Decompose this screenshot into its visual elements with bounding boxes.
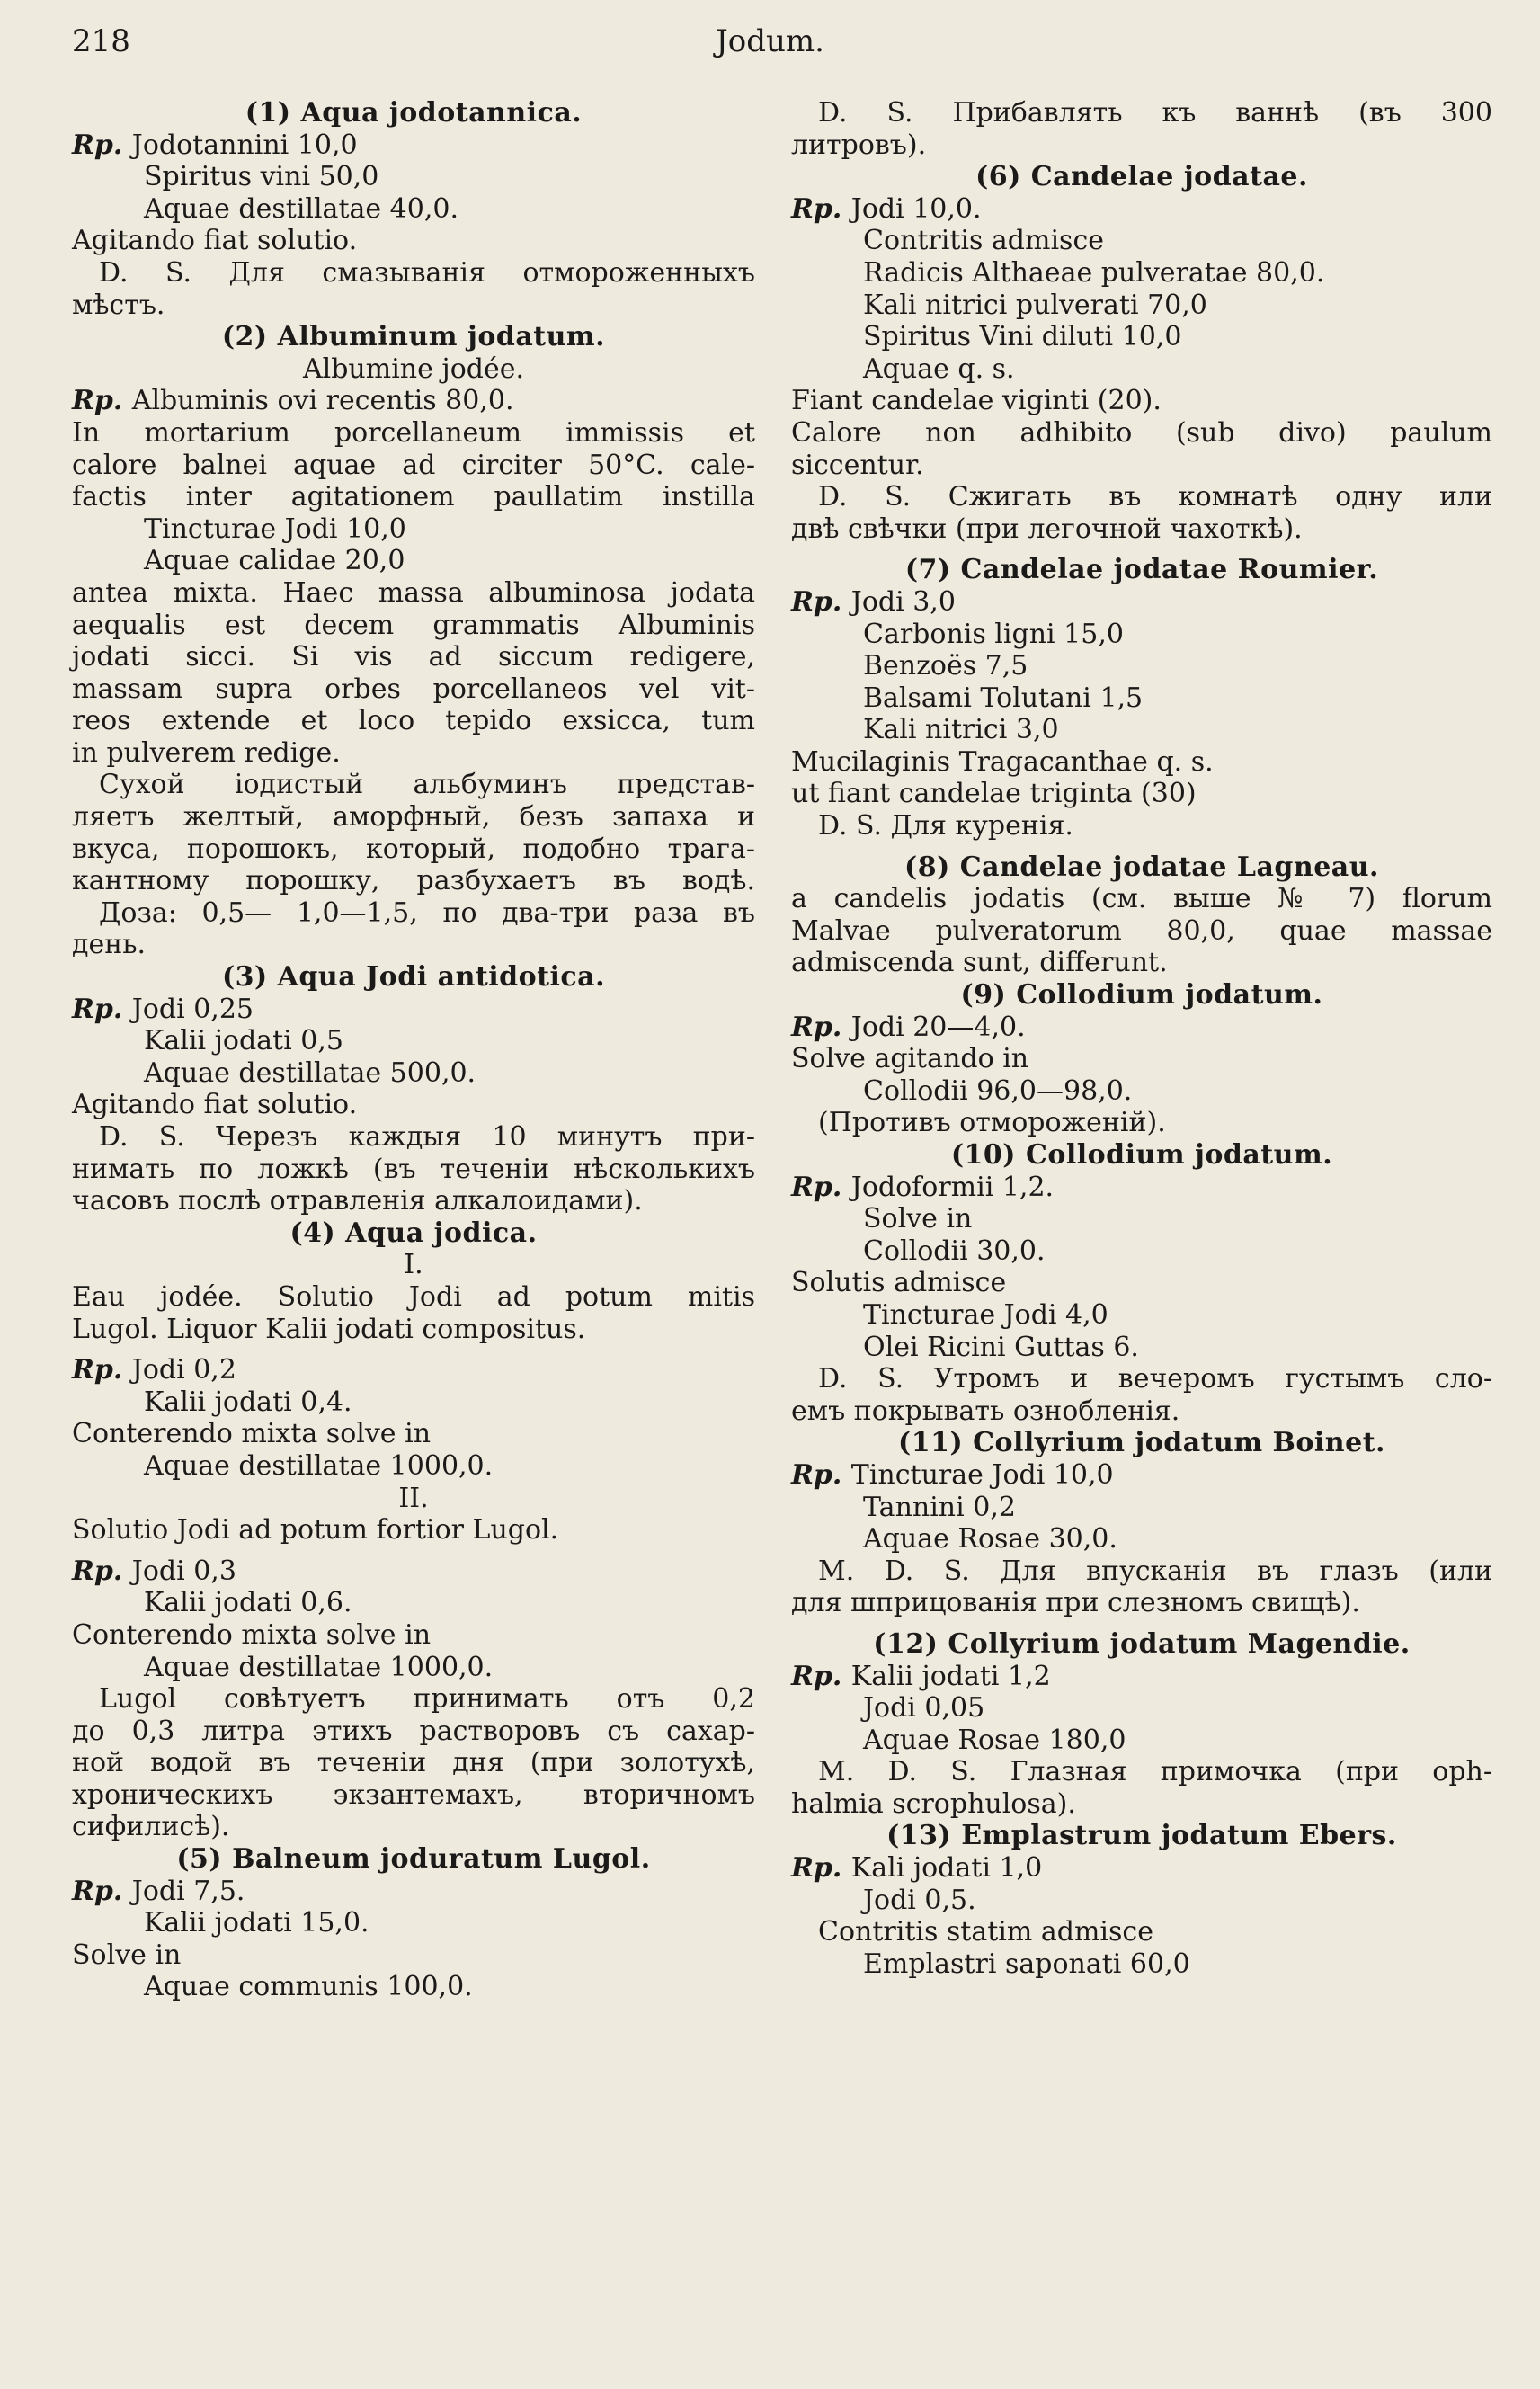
- text-line: Mucilaginis Tragacanthae q. s.: [791, 745, 1214, 778]
- recipe-symbol: Rp.: [72, 385, 132, 417]
- text-line: Aquae Rosae 30,0.: [863, 1523, 1117, 1556]
- recipe-line: Rp. Jodotannini 10,0: [72, 129, 358, 161]
- recipe-line: Rp. Jodi 0,3: [72, 1555, 236, 1587]
- recipe-symbol: Rp.: [72, 129, 132, 161]
- text-line: Lugol совѣтуетъ принимать отъ 0,2: [99, 1683, 755, 1716]
- recipe-symbol: Rp.: [791, 1011, 851, 1043]
- text-line: емъ покрывать ознобленія.: [791, 1395, 1180, 1427]
- text-line: Tannini 0,2: [863, 1491, 1016, 1523]
- text-line: D. S. Сжигать въ комнатѣ одну или: [818, 481, 1492, 513]
- text-line: Olei Ricini Guttas 6.: [863, 1331, 1139, 1363]
- text-line: Jodi 0,5.: [863, 1884, 976, 1916]
- text-line: вкуса, порошокъ, который, подобно трага-: [72, 833, 755, 865]
- spacer: [791, 1619, 1492, 1628]
- text-line: Solve agitando in: [791, 1043, 1029, 1075]
- page-number: 218: [72, 23, 130, 59]
- recipe-symbol: Rp.: [72, 1875, 132, 1907]
- text-line: D. S. Для смазыванія отмороженныхъ: [99, 256, 755, 289]
- recipe-line: Rp. Jodi 10,0.: [791, 192, 982, 225]
- text-line: Benzoës 7,5: [863, 650, 1028, 682]
- spacer: [72, 1345, 755, 1354]
- section-heading: (8) Candelae jodatae Lagneau.: [904, 851, 1379, 883]
- text-line: D. S. Для куренія.: [818, 810, 1073, 842]
- text-line: Fiant candelae viginti (20).: [791, 385, 1162, 417]
- text-line: Agitando fiat solutio.: [72, 1089, 358, 1121]
- text-line: Collodii 96,0—98,0.: [863, 1074, 1133, 1107]
- text-line: Conterendo mixta solve in: [72, 1418, 432, 1450]
- recipe-symbol: Rp.: [72, 1354, 132, 1386]
- text-line: Carbonis ligni 15,0: [863, 618, 1124, 650]
- recipe-symbol: Rp.: [791, 585, 851, 618]
- text-line: Emplastri saponati 60,0: [863, 1948, 1190, 1980]
- text-line: D. S. Черезъ каждыя 10 минутъ при-: [99, 1121, 755, 1153]
- text-line: до 0,3 литра этихъ растворовъ съ сахар-: [72, 1715, 755, 1747]
- text-line: Kalii jodati 0,6.: [144, 1587, 352, 1619]
- text-line: Contritis statim admisce: [818, 1916, 1153, 1948]
- section-heading: (6) Candelae jodatae.: [975, 161, 1308, 193]
- text-line: Доза: 0,5— 1,0—1,5, по два-три раза въ: [99, 896, 755, 929]
- text-line: a candelis jodatis (см. выше № 7) florum: [791, 883, 1492, 915]
- text-line: Tincturae Jodi 10,0: [144, 513, 406, 545]
- text-line: Kalii jodati 0,5: [144, 1025, 343, 1057]
- text-line: кантному порошку, разбухаетъ въ водѣ.: [72, 865, 755, 897]
- text-line: Aquae calidae 20,0: [144, 545, 405, 577]
- section-heading: (5) Balneum joduratum Lugol.: [176, 1843, 651, 1876]
- text-line: Lugol. Liquor Kalii jodati compositus.: [72, 1313, 586, 1345]
- recipe-symbol: Rp.: [791, 1171, 851, 1203]
- text-line: Malvae pulveratorum 80,0, quae massae: [791, 914, 1492, 947]
- section-heading: (4) Aqua jodica.: [289, 1217, 538, 1249]
- text-line: Spiritus Vini diluti 10,0: [863, 321, 1182, 353]
- text-line: siccentur.: [791, 449, 924, 481]
- running-title: Jodum.: [716, 23, 824, 59]
- text-line: Kali nitrici 3,0: [863, 714, 1059, 746]
- recipe-line: Rp. Jodi 20—4,0.: [791, 1011, 1026, 1043]
- recipe-symbol: Rp.: [791, 1458, 851, 1491]
- text-line: Radicis Althaeae pulveratae 80,0.: [863, 256, 1325, 289]
- spacer: [72, 1547, 755, 1556]
- text-line: Aquae destillatae 1000,0.: [144, 1449, 494, 1482]
- text-line: Contritis admisce: [863, 225, 1104, 257]
- recipe-line: Rp. Kalii jodati 1,2: [791, 1660, 1051, 1692]
- text-line: D. S. Прибавлять къ ваннѣ (въ 300: [818, 97, 1492, 129]
- text-line: ut fiant candelae triginta (30): [791, 778, 1197, 810]
- text-line: Jodi 0,05: [863, 1692, 985, 1725]
- recipe-symbol: Rp.: [72, 1555, 132, 1587]
- text-line: Agitando fiat solutio.: [72, 225, 358, 257]
- text-line: Kalii jodati 0,4.: [144, 1386, 352, 1418]
- text-line: Calore non adhibito (sub divo) paulum: [791, 416, 1492, 449]
- section-heading: (2) Albuminum jodatum.: [221, 321, 606, 353]
- text-line: M. D. S. Глазная примочка (при oph-: [818, 1756, 1492, 1788]
- section-heading: (10) Collodium jodatum.: [950, 1139, 1333, 1171]
- text-line: нимать по ложкѣ (въ теченіи нѣсколькихъ: [72, 1153, 755, 1185]
- text-line: Collodii 30,0.: [863, 1235, 1046, 1267]
- text-line: двѣ свѣчки (при легочной чахоткѣ).: [791, 513, 1303, 545]
- text-line: jodati sicci. Si vis ad siccum redigere,: [72, 641, 755, 673]
- text-line: halmia scrophulosa).: [791, 1787, 1076, 1820]
- text-line: Aquae destillatae 1000,0.: [144, 1651, 494, 1683]
- text-line: (Противъ отмороженій).: [818, 1107, 1166, 1139]
- text-line: Kali nitrici pulverati 70,0: [863, 289, 1207, 321]
- recipe-line: Rp. Jodoformii 1,2.: [791, 1171, 1055, 1203]
- text-line: для шприцованія при слезномъ свищѣ).: [791, 1587, 1360, 1619]
- text-line: Spiritus vini 50,0: [144, 161, 379, 193]
- recipe-symbol: Rp.: [72, 993, 132, 1025]
- text-line: Solutis admisce: [791, 1267, 1007, 1299]
- right-column: [791, 97, 1492, 1980]
- section-heading: (1) Aqua jodotannica.: [245, 97, 583, 129]
- recipe-symbol: Rp.: [791, 1852, 851, 1885]
- text-line: хроническихъ экзантемахъ, вторичномъ: [72, 1778, 755, 1811]
- text-line: Solve in: [72, 1939, 182, 1971]
- text-line: Aquae destillatae 40,0.: [144, 192, 459, 225]
- section-heading: (11) Collyrium jodatum Boinet.: [898, 1427, 1385, 1459]
- page-header: [0, 23, 1540, 68]
- text-line: massam supra orbes porcellaneos vel vit-: [72, 673, 755, 705]
- text-line: ляетъ желтый, аморфный, безъ запаха и: [72, 801, 755, 833]
- recipe-line: Rp. Jodi 0,2: [72, 1354, 236, 1386]
- text-line: in pulverem redige.: [72, 736, 341, 769]
- text-line: Balsami Tolutani 1,5: [863, 682, 1144, 714]
- recipe-symbol: Rp.: [791, 1660, 851, 1692]
- text-line: день.: [72, 929, 147, 961]
- text-line: Solutio Jodi ad potum fortior Lugol.: [72, 1514, 559, 1547]
- recipe-line: Rp. Kali jodati 1,0: [791, 1852, 1043, 1885]
- text-line: I.: [404, 1249, 423, 1281]
- text-line: Aquae q. s.: [863, 352, 1015, 385]
- text-line: ной водой въ теченіи дня (при золотухѣ,: [72, 1747, 755, 1779]
- recipe-symbol: Rp.: [791, 192, 851, 225]
- text-line: D. S. Утромъ и вечеромъ густымъ сло-: [818, 1363, 1492, 1395]
- text-line: часовъ послѣ отравленія алкалоидами).: [72, 1185, 643, 1217]
- section-heading: (3) Aqua Jodi antidotica.: [221, 961, 606, 994]
- text-line: Albumine jodée.: [302, 352, 525, 385]
- text-line: reos extende et loco tepido exsicca, tum: [72, 705, 755, 737]
- text-line: II.: [398, 1482, 429, 1514]
- text-line: Aquae Rosae 180,0: [863, 1724, 1126, 1756]
- text-line: сифилисѣ).: [72, 1811, 230, 1843]
- section-heading: (7) Candelae jodatae Roumier.: [904, 554, 1379, 586]
- text-line: factis inter agitationem paullatim instilla: [72, 481, 755, 513]
- recipe-line: Rp. Tincturae Jodi 10,0: [791, 1458, 1114, 1491]
- text-line: Tincturae Jodi 4,0: [863, 1298, 1108, 1331]
- text-line: Aquae destillatae 500,0.: [144, 1056, 476, 1089]
- text-line: In mortarium porcellaneum immissis et: [72, 416, 755, 449]
- text-line: Solve in: [863, 1203, 973, 1235]
- text-line: aequalis est decem grammatis Albuminis: [72, 609, 755, 641]
- section-heading: (12) Collyrium jodatum Magendie.: [873, 1627, 1411, 1660]
- text-line: литровъ).: [791, 129, 927, 161]
- section-heading: (13) Emplastrum jodatum Ebers.: [886, 1820, 1397, 1852]
- recipe-line: Rp. Jodi 0,25: [72, 993, 254, 1025]
- text-line: calore balnei aquae ad circiter 50°C. cale-: [72, 449, 755, 481]
- left-column: [72, 97, 755, 2003]
- text-line: мѣстъ.: [72, 289, 165, 321]
- text-line: Kalii jodati 15,0.: [144, 1907, 369, 1939]
- text-line: antea mixta. Haec massa albuminosa jodata: [72, 576, 755, 609]
- text-line: Сухой іодистый альбуминъ представ-: [99, 769, 755, 801]
- recipe-line: Rp. Jodi 7,5.: [72, 1875, 245, 1907]
- recipe-line: Rp. Albuminis ovi recentis 80,0.: [72, 385, 514, 417]
- recipe-line: Rp. Jodi 3,0: [791, 585, 956, 618]
- spacer: [791, 545, 1492, 554]
- text-line: admiscenda sunt, differunt.: [791, 947, 1168, 979]
- text-line: Conterendo mixta solve in: [72, 1618, 432, 1651]
- text-line: M. D. S. Для впусканія въ глазъ (или: [818, 1555, 1492, 1587]
- spacer: [791, 842, 1492, 851]
- text-line: Aquae communis 100,0.: [144, 1971, 473, 2003]
- section-heading: (9) Collodium jodatum.: [960, 979, 1323, 1012]
- text-line: Eau jodée. Solutio Jodi ad potum mitis: [72, 1280, 755, 1313]
